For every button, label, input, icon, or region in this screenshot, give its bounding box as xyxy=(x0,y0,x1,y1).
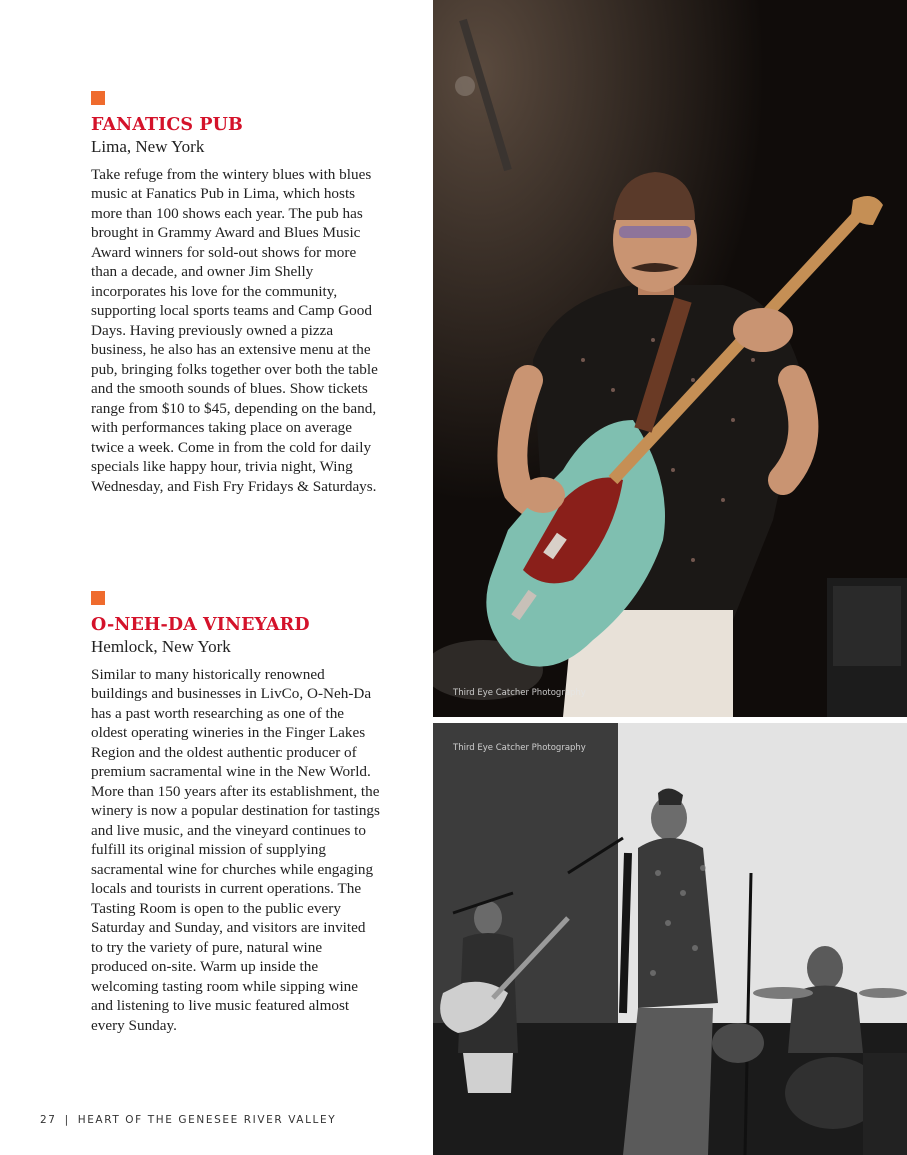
section-title: FANATICS PUB xyxy=(91,115,243,135)
article-section-oneh-da-vineyard xyxy=(91,591,381,1035)
article-section-fanatics-pub xyxy=(91,91,381,496)
photo-bassist xyxy=(433,0,907,717)
page-footer xyxy=(40,1114,336,1126)
photo-credit: Third Eye Catcher Photography xyxy=(453,688,586,698)
page-number: 27 xyxy=(40,1114,57,1126)
orange-square-bullet-icon xyxy=(91,91,105,105)
bassist-illustration xyxy=(433,0,907,717)
publication-name: HEART OF THE GENESEE RIVER VALLEY xyxy=(77,1114,337,1126)
section-body: Similar to many historically renowned buildings and businesses in LivCo, O-Neh-Da has a past worth researching as one of the oldest operating wineries in the Finger Lakes Region and the oldest authentic producer of premium sacramental wine in the New World. More than 150 years after its establishment, the winery is now a popular destination for tastings and live music, and the vineyard continues to fulfill its original mission of supplying sacramental wine for churches while engaging locals and tourists in current operations. The Tasting Room is open to the public every Saturday and Sunday, and visitors are invited to try the variety of pure, natural wine produced on-site. Warm up inside the welcoming tasting room while sipping wine and listening to live music featured almost every Sunday. xyxy=(91,665,380,1034)
footer-separator: | xyxy=(64,1114,70,1126)
section-body: Take refuge from the wintery blues with blues music at Fanatics Pub in Lima, which hosts more than 100 shows each year. The pub has brought in Grammy Award and Blues Music Award winners for sold-out shows for more than a decade, and owner Jim Shelly incorporates his love for the community, supporting local sports teams and Camp Good Days. Having previously owned a pizza business, he also has an extensive menu at the pub, bringing folks together over both the table and the smooth sounds of blues. Show tickets range from $10 to $45, depending on the band, with performances taking place on average twice a week. Come in from the cold for daily specials like happy hour, trivia night, Wing Wednesday, and Fish Fry Fridays & Saturdays. xyxy=(91,165,378,495)
photo-band-bw xyxy=(433,723,907,1155)
photo-credit: Third Eye Catcher Photography xyxy=(453,743,586,753)
section-location: Lima, New York xyxy=(91,137,205,157)
band-illustration xyxy=(433,723,907,1155)
orange-square-bullet-icon xyxy=(91,591,105,605)
section-title: O-NEH-DA VINEYARD xyxy=(91,615,310,635)
section-location: Hemlock, New York xyxy=(91,637,231,657)
